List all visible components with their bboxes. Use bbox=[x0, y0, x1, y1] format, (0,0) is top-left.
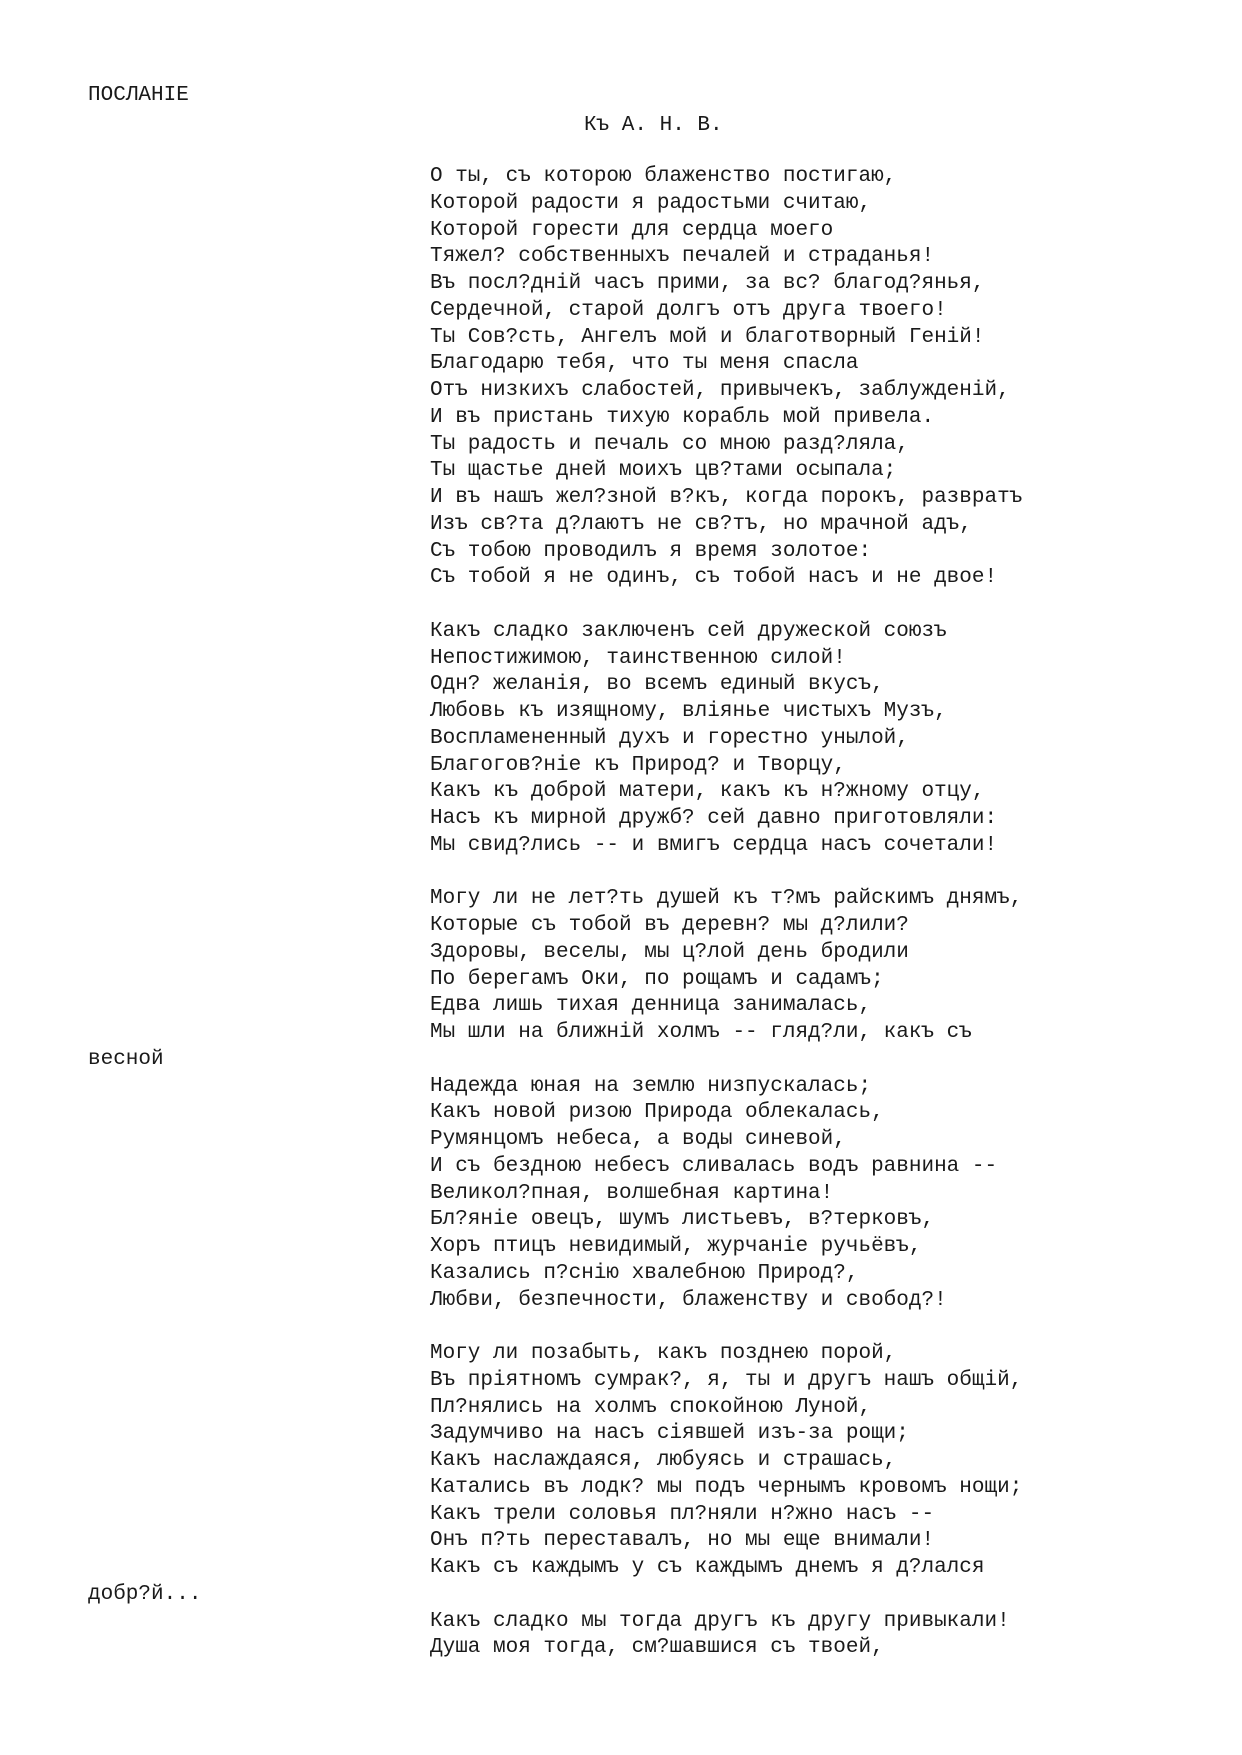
poem-body bbox=[88, 164, 1228, 1662]
stanza-gap bbox=[88, 860, 1228, 887]
verse-line: Могу ли не лет?ть душей къ т?мъ райскимъ днямъ, bbox=[430, 887, 1023, 911]
wrapped-line-fragment: добр?й... bbox=[88, 1582, 202, 1606]
verse-line: Воспламененный духъ и горестно унылой, bbox=[430, 726, 909, 750]
verse-line: Ты щастье дней моихъ цв?тами осыпала; bbox=[430, 459, 897, 483]
verse-line: Ты радость и печаль со мною разд?ляла, bbox=[430, 432, 909, 456]
poem-dedication: Къ А. Н. В. bbox=[584, 114, 723, 137]
verse-line: Которые съ тобой въ деревн? мы д?лили? bbox=[430, 914, 909, 937]
verse-line: Какъ новой ризою Природа облекалась, bbox=[430, 1101, 884, 1125]
verse-line: По берегамъ Оки, по рощамъ и садамъ; bbox=[430, 967, 884, 991]
verse-line: Задумчиво на насъ сіявшей изъ-за рощи; bbox=[430, 1422, 909, 1446]
verse-line: Катались въ лодк? мы подъ чернымъ кровомъ нощи; bbox=[430, 1475, 1023, 1499]
verse-line: Румянцомъ небеса, а воды синевой, bbox=[430, 1128, 846, 1151]
verse-line: Благогов?ніе къ Природ? и Творцу, bbox=[430, 753, 846, 777]
verse-line: Какъ съ каждымъ у съ каждымъ днемъ я д?лался bbox=[430, 1556, 985, 1579]
verse-line: Съ тобою проводилъ я время золотое: bbox=[430, 539, 872, 563]
verse-line: Изъ св?та д?лаютъ не св?тъ, но мрачной адъ, bbox=[430, 512, 972, 536]
verse-line: Могу ли позабыть, какъ позднею порой, bbox=[430, 1342, 897, 1365]
verse-line: Казались п?снію хвалебною Природ?, bbox=[430, 1261, 859, 1285]
verse-line: Какъ трели соловья пл?няли н?жно насъ -- bbox=[430, 1502, 935, 1526]
verse-line: Бл?яніе овецъ, шумъ листьевъ, в?терковъ, bbox=[430, 1208, 935, 1232]
verse-line: Онъ п?ть переставалъ, но мы еще внимали! bbox=[430, 1529, 935, 1553]
verse-line: Мы свид?лись -- и вмигъ сердца насъ сочетали! bbox=[430, 833, 998, 857]
verse-line: Тяжел? собственныхъ печалей и страданья! bbox=[430, 245, 935, 269]
verse-line: Какъ къ доброй матери, какъ къ н?жному отцу, bbox=[430, 780, 985, 804]
stanza-4 bbox=[88, 1341, 1228, 1662]
verse-line: Въ пріятномъ сумрак?, я, ты и другъ нашъ общій, bbox=[430, 1368, 1023, 1392]
verse-line: Ты Сов?сть, Ангелъ мой и благотворный Геній! bbox=[430, 325, 985, 349]
verse-line: Которой радости я радостьми считаю, bbox=[430, 191, 872, 215]
verse-line: Которой горести для сердца моего bbox=[430, 218, 834, 242]
verse-line: Надежда юная на землю низпускалась; bbox=[430, 1074, 872, 1098]
verse-line: Какъ наслаждаяся, любуясь и страшась, bbox=[430, 1449, 897, 1472]
verse-line: Одн? желанія, во всемъ единый вкусъ, bbox=[430, 673, 884, 697]
stanza-gap bbox=[88, 1314, 1228, 1341]
verse-line: Какъ сладко заключенъ сей дружеской союзъ bbox=[430, 619, 947, 643]
stanza-2 bbox=[88, 619, 1228, 860]
verse-line: О ты, съ которою блаженство постигаю, bbox=[430, 165, 897, 188]
verse-line: Сердечной, старой долгъ отъ друга твоего! bbox=[430, 298, 947, 322]
verse-line: Пл?нялись на холмъ спокойною Луной, bbox=[430, 1395, 872, 1419]
verse-line: Благодарю тебя, что ты меня спасла bbox=[430, 352, 859, 376]
stanza-gap bbox=[88, 592, 1228, 619]
verse-line: Съ тобой я не одинъ, съ тобой насъ и не двое! bbox=[430, 566, 998, 590]
verse-line: Душа моя тогда, см?шавшися съ твоей, bbox=[430, 1636, 884, 1660]
verse-line: Любви, безпечности, блаженству и свобод?! bbox=[430, 1288, 947, 1312]
wrapped-line-fragment: весной bbox=[88, 1047, 164, 1071]
verse-line: Здоровы, веселы, мы ц?лой день бродили bbox=[430, 940, 909, 964]
verse-line: И съ бездною небесъ сливалась водъ равнина -- bbox=[430, 1154, 998, 1178]
verse-line: Великол?пная, волшебная картина! bbox=[430, 1181, 834, 1205]
stanza-1 bbox=[88, 164, 1228, 592]
stanza-3 bbox=[88, 886, 1228, 1314]
verse-line: Хоръ птицъ невидимый, журчаніе ручьёвъ, bbox=[430, 1235, 922, 1258]
verse-line: Непостижимою, таинственною силой! bbox=[430, 646, 846, 670]
verse-line: Мы шли на ближній холмъ -- гляд?ли, какъ съ bbox=[430, 1021, 972, 1044]
verse-line: И въ пристань тихую корабль мой привела. bbox=[430, 405, 935, 429]
verse-line: Въ посл?дній часъ прими, за вс? благод?янья, bbox=[430, 272, 985, 295]
verse-line: Любовь къ изящному, вліянье чистыхъ Музъ, bbox=[430, 700, 947, 723]
verse-line: Насъ къ мирной дружб? сей давно приготовляли: bbox=[430, 807, 998, 830]
poem-title: ПОСЛАНІЕ bbox=[88, 84, 189, 107]
verse-line: Отъ низкихъ слабостей, привычекъ, заблужденій, bbox=[430, 379, 1010, 402]
verse-line: Едва лишь тихая денница занималась, bbox=[430, 994, 872, 1018]
verse-line: Какъ сладко мы тогда другъ къ другу привыкали! bbox=[430, 1609, 1010, 1633]
verse-line: И въ нашъ жел?зной в?къ, когда порокъ, развратъ bbox=[430, 486, 1023, 509]
